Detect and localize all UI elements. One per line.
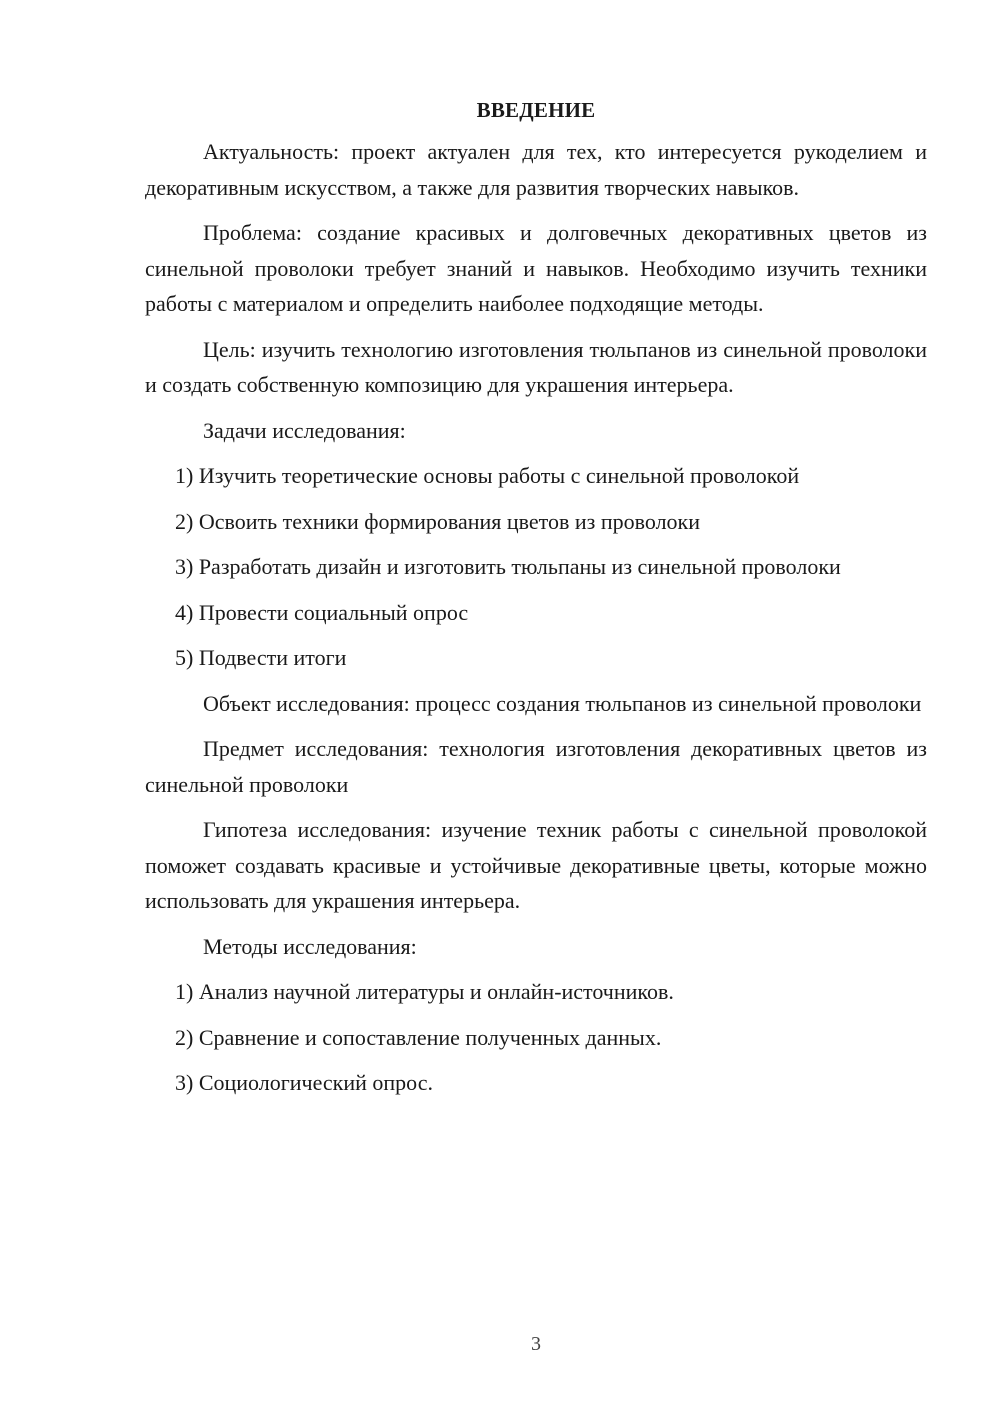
subject-paragraph: Предмет исследования: технология изготовления декоративных цветов из синельной проволоки (145, 736, 927, 797)
methods-heading: Методы исследования: (203, 933, 417, 959)
method-item: 1) Анализ научной литературы и онлайн-источников. (175, 979, 674, 1004)
method-item: 2) Сравнение и сопоставление полученных данных. (175, 1024, 662, 1050)
page-number: 3 (531, 1333, 541, 1355)
task-item: 4) Провести социальный опрос (175, 599, 469, 625)
task-item: 5) Подвести итоги (175, 645, 347, 670)
object-paragraph: Объект исследования: процесс создания тюльпанов из синельной проволоки (203, 690, 922, 716)
document-page (145, 90, 927, 1111)
problem-paragraph: Проблема: создание красивых и долговечных декоративных цветов из синельной проволоки требует знаний и навыков. Необходимо изучить техники работы с материалом и определить наиболее подходящие методы. (145, 220, 927, 316)
tasks-heading: Задачи исследования: (203, 417, 406, 443)
task-item: 1) Изучить теоретические основы работы с синельной проволокой (175, 463, 800, 488)
method-item: 3) Социологический опрос. (175, 1070, 433, 1095)
relevance-paragraph: Актуальность: проект актуален для тех, кто интересуется рукоделием и декоративным искусством, а также для развития творческих навыков. (145, 139, 927, 200)
task-item: 3) Разработать дизайн и изготовить тюльпаны из синельной проволоки (175, 554, 841, 579)
hypothesis-paragraph: Гипотеза исследования: изучение техник работы с синельной проволокой поможет создавать красивые и устойчивые декоративные цветы, которые можно использовать для украшения интерьера. (145, 817, 927, 913)
task-item: 2) Освоить техники формирования цветов из проволоки (175, 508, 701, 534)
goal-paragraph: Цель: изучить технологию изготовления тюльпанов из синельной проволоки и создать собственную композицию для украшения интерьера. (145, 336, 927, 397)
page-title: ВВЕДЕНИЕ (476, 98, 596, 122)
